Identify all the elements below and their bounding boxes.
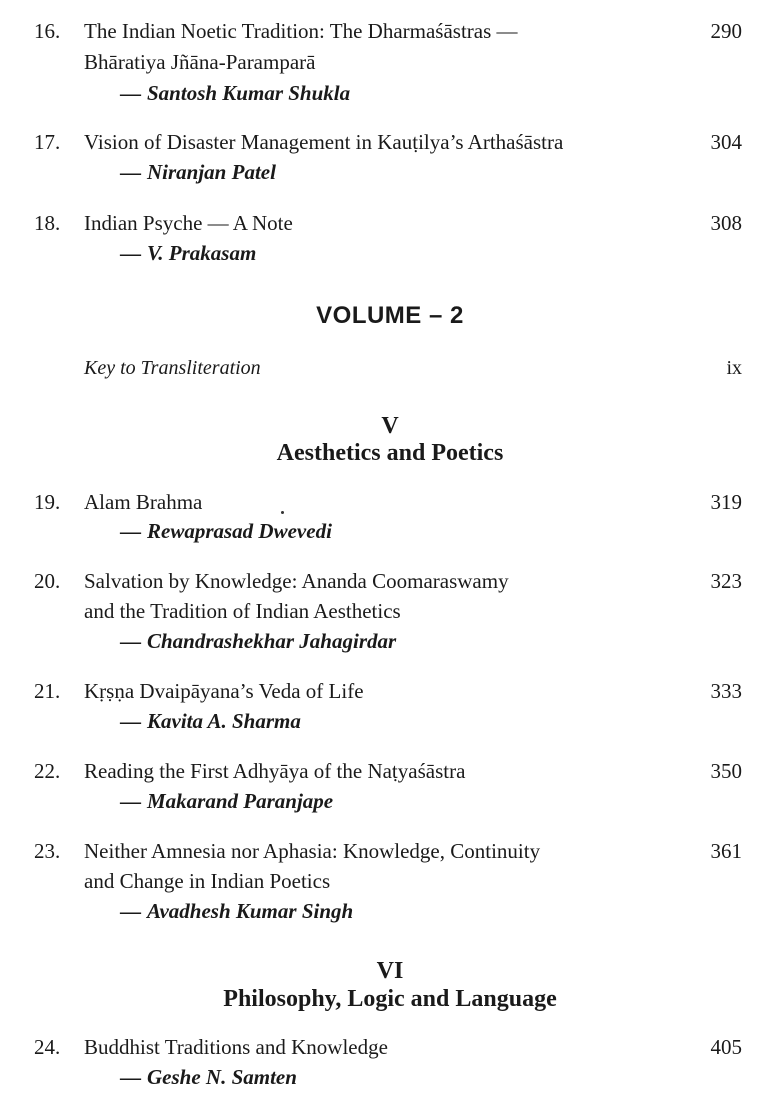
entry-number: 24. [34,1035,61,1059]
entry-number: 16. [34,19,61,43]
entry-number: 22. [34,759,61,783]
entry-number: 19. [34,490,61,514]
section-v-title: Aesthetics and Poetics [276,440,504,466]
entry-page: 350 [710,759,742,783]
entry-page: 304 [710,130,742,154]
entry-author: — Niranjan Patel [120,160,276,184]
entry-title-line1: Kṛṣṇa Dvaipāyana’s Veda of Life [84,679,364,703]
entry-page: 405 [710,1035,742,1059]
entry-title-line1: Vision of Disaster Management in Kauṭilya’s Arthaśāstra [84,130,564,154]
entry-title-line1: Indian Psyche — A Note [84,211,293,235]
entry-title-line2: and Change in Indian Poetics [84,869,331,893]
entry-title-line1: Salvation by Knowledge: Ananda Coomaraswamy [84,569,509,593]
entry-page: 323 [710,569,742,593]
section-v-roman: V [381,413,399,439]
entry-author: — Chandrashekhar Jahagirdar [120,629,397,653]
entry-page: 308 [710,211,742,235]
entry-number: 18. [34,211,61,235]
entry-title-line1: Alam Brahma [84,490,203,514]
entry-number: 23. [34,839,61,863]
entry-title-line2: Bhāratiya Jñāna-Paramparā [84,50,316,74]
key-to-transliteration: Key to Transliteration [84,357,261,379]
section-vi-title: Philosophy, Logic and Language [223,986,557,1012]
volume-heading: VOLUME – 2 [316,302,464,329]
section-vi-roman: VI [376,958,404,984]
entry-number: 20. [34,569,61,593]
entry-author: — Rewaprasad Dwevedi [120,519,332,543]
entry-number: 17. [34,130,61,154]
entry-author: — Santosh Kumar Shukla [120,81,351,105]
entry-title-line1: Neither Amnesia nor Aphasia: Knowledge, Continuity [84,839,541,863]
entry-author: — Makarand Paranjape [120,789,334,813]
entry-title-line1: Buddhist Traditions and Knowledge [84,1035,388,1059]
key-page: ix [726,357,742,379]
entry-page: 290 [710,19,742,43]
entry-title-line1: Reading the First Adhyāya of the Naṭyaśāstra [84,759,466,783]
entry-page: 361 [710,839,742,863]
entry-author: — Avadhesh Kumar Singh [120,899,354,923]
print-speck [281,511,284,514]
entry-author: — V. Prakasam [120,241,257,265]
entry-page: 319 [710,490,742,514]
entry-title-line2: and the Tradition of Indian Aesthetics [84,599,401,623]
entry-number: 21. [34,679,61,703]
entry-author: — Geshe N. Samten [120,1065,297,1089]
entry-page: 333 [710,679,742,703]
entry-author: — Kavita A. Sharma [120,709,301,733]
entry-title-line1: The Indian Noetic Tradition: The Dharmaśāstras — [84,19,518,43]
